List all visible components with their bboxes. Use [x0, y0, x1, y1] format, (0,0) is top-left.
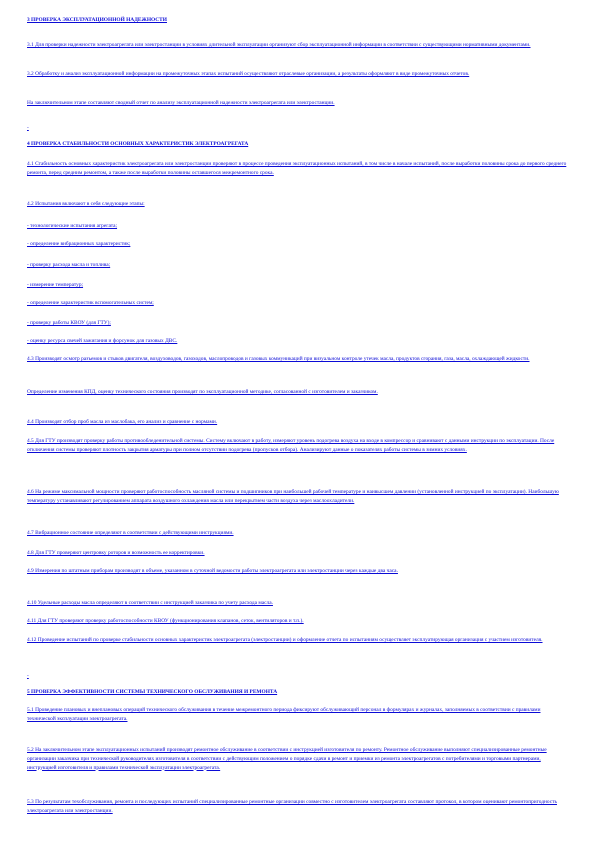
separator-dash: -: [27, 125, 29, 131]
separator-dash: -: [27, 673, 29, 679]
paragraph-4-10: 4.10 Удельные расходы масла определяют в соответствии с инструкцией заказчика по учету расхода масла.: [27, 600, 273, 606]
paragraph-3-2: 3.2 Обработку и анализ эксплуатационной информации на промежуточных этапах испытаний осуществляют отраслевые организации, а результаты оформляют в виде промежуточных отчетов.: [27, 71, 470, 77]
paragraph-4-8: 4.8 Для ГТУ проверяют центровку роторов и возможность ее корректировки.: [27, 550, 205, 556]
list-item: - проверку работы КВОУ (для ГТУ);: [27, 320, 111, 326]
paragraph-4-3-method: Определение изменения КПД, оценку технического состояния производят по эксплуатационной методике, согласованной с изготовителем и заказчиком.: [27, 389, 378, 395]
paragraph-4-9: 4.9 Измерения по штатным приборам производят в объеме, указанном в суточной ведомости работы электроагрегата или электростанции через каждые два часа.: [27, 568, 398, 574]
paragraph-4-7: 4.7 Вибрационное состояние определяют в соответствии с действующими инструкциями.: [27, 530, 234, 536]
list-item: - оценку ресурса свечей зажигания и форсунок для газовых ДВС.: [27, 338, 178, 344]
paragraph-4-1: 4.1 Стабильность основных характеристик электроагрегата или электростанции проверяют в процессе проведения эксплуатационных испытаний, в том числе в начале испытаний, после выработки половины срока до первого среднего ремонта, перед средним ремонтом, а также после выработки половины оставшегося межремонтного срока.: [27, 161, 567, 176]
paragraph-4-5: 4.5 Для ГТУ производят проверку работы противообледенительной системы. Систему включают в работу, измеряют уровень подогрева воздуха на входе в компрессор и сравнивают с данными инструкции по эксплуатации. После отключения системы проверяют плотность закрытия арматуры при полном отсутствии подогрева (пропусков отбора). Анализируют данные о показателях работы системы в зимних условиях.: [27, 438, 555, 453]
list-item: - технологические испытания агрегата;: [27, 223, 118, 229]
paragraph-3-1: 3.1 Для проверки надежности электроагрегата или электростанции в условиях длительной эксплуатации организуют сбор эксплуатационной информации в соответствии с существующими нормативными документами.: [27, 42, 531, 48]
paragraph-5-3: 5.3 По результатам техобслуживания, ремонта и последующих испытаний специализированные ремонтные организации совместно с изготовителем электроагрегата составляют протокол, в котором оценивают ремонтопригодность электроагрегата или электростанции.: [27, 799, 557, 814]
paragraph-4-3: 4.3 Производят осмотр разъемов и стыков двигателя, воздуховодов, газоходов, маслопроводов и газовых коммуникаций при визуальном контроле утечек масла, продуктов сгорания, газа, масла, охлаждающей жидкости.: [27, 356, 530, 362]
paragraph-4-2: 4.2 Испытания включают в себя следующие этапы:: [27, 201, 145, 207]
list-item: - измерение температур;: [27, 282, 84, 288]
list-item: - определение вибрационных характеристик;: [27, 241, 131, 247]
paragraph-3-3: На заключительном этапе составляют сводный отчет по анализу эксплуатационной надежности электроагрегата или электростанции.: [27, 100, 335, 106]
list-item: - определение характеристик вспомогательных систем;: [27, 300, 154, 306]
paragraph-4-12: 4.12 Проведение испытаний по проверке стабильности основных характеристик электроагрегата (электростанции) и оформление отчета по испытаниям осуществляет эксплуатирующая организация с участием изготовителя.: [27, 637, 543, 643]
paragraph-4-11: 4.11 Для ГТУ проверяют проверку работоспособности КВОУ (функционирования клапанов, сеток, вентиляторов и т.п.).: [27, 618, 304, 624]
paragraph-4-6: 4.6 На режиме максимальной мощности проверяют работоспособность масляной системы и подшипников при наибольшей рабочей температуре и наивысшем давлении (установленной инструкцией по эксплуатации). Наибольшую температуру устанавливают регулированием аппарата воздушного охлаждения масла или перекрытием части воздуха через маслоохладители.: [27, 489, 559, 504]
paragraph-5-2: 5.2 На заключительном этапе эксплуатационных испытаний производят ремонтное обслуживание в соответствии с инструкцией изготовителя по ремонту. Ремонтное обслуживание выполняют специализированные ремонтные организации заказчика при технической руководителях изготовителя в соответствии с действующим положением о порядке сдачи в ремонт и приемки из ремонта электроагрегатов с потребителями и торговыми партнерами, инструкцией изготовителя и правилами технической эксплуатации электроагрегата.: [27, 747, 547, 771]
section-4-heading: 4 ПРОВЕРКА СТАБИЛЬНОСТИ ОСНОВНЫХ ХАРАКТЕРИСТИК ЭЛЕКТРОАГРЕГАТА: [27, 141, 249, 147]
section-5-heading: 5 ПРОВЕРКА ЭФФЕКТИВНОСТИ СИСТЕМЫ ТЕХНИЧЕСКОГО ОБСЛУЖИВАНИЯ И РЕМОНТА: [27, 689, 278, 695]
paragraph-5-1: 5.1 Проведение плановых и внеплановых операций технического обслуживания в течение межремонтного периода фиксируют обслуживающий персонал в формулярах и журналах, заполняемых в соответствии с правилами технической эксплуатации электроагрегата.: [27, 707, 541, 722]
section-3-heading: 3 ПРОВЕРКА ЭКСПЛУАТАЦИОННОЙ НАДЕЖНОСТИ: [27, 17, 167, 23]
paragraph-4-4: 4.4 Производят отбор проб масла из маслобака, его анализ и сравнение с нормами.: [27, 419, 218, 425]
list-item: - проверку расхода масла и топлива;: [27, 262, 111, 268]
